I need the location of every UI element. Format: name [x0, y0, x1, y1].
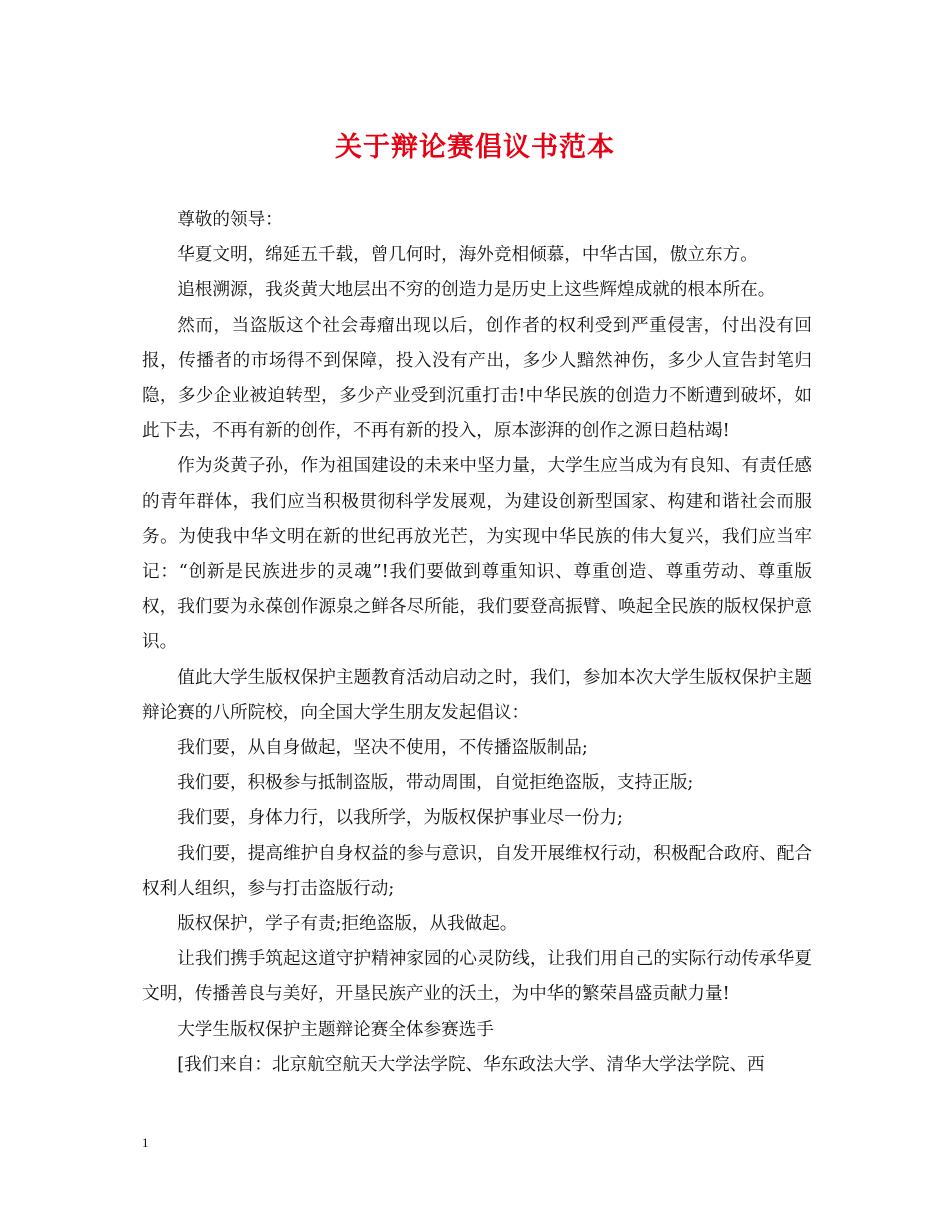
- document-title: 关于辩论赛倡议书范本: [335, 132, 615, 163]
- paragraph: 我们要，提高维护自身权益的参与意识，自发开展维权行动，积极配合政府、配合权利人组织，参与打击盗版行动;: [142, 843, 812, 899]
- paragraph: 然而，当盗版这个社会毒瘤出现以后，创作者的权利受到严重侵害，付出没有回报，传播者的市场得不到保障，投入没有产出，多少人黯然神伤，多少人宣告封笔归隐，多少企业被迫转型，多少产业受到沉重打击!中华民族的创造力不断遭到破坏，如此下去，不再有新的创作，不再有新的投入，原本澎湃的创作之源日趋枯竭!: [142, 315, 812, 442]
- document-body: [142, 203, 812, 1083]
- paragraph: 华夏文明，绵延五千载，曾几何时，海外竞相倾慕，中华古国，傲立东方。: [177, 245, 758, 266]
- paragraph-salutation: 尊敬的领导：: [177, 210, 283, 230]
- paragraph: [我们来自：北京航空航天大学法学院、华东政法大学、清华大学法学院、西: [177, 1054, 765, 1075]
- paragraph: 让我们携手筑起这道守护精神家园的心灵防线，让我们用自己的实际行动传承华夏文明，传播善良与美好，开垦民族产业的沃土，为中华的繁荣昌盛贡献力量!: [142, 949, 812, 1005]
- page-number: 1: [142, 1135, 149, 1150]
- paragraph-signature: 大学生版权保护主题辩论赛全体参赛选手: [177, 1019, 494, 1040]
- paragraph: 我们要，积极参与抵制盗版，带动周围，自觉拒绝盗版，支持正版;: [177, 773, 694, 794]
- paragraph: 我们要，身体力行，以我所学，为版权保护事业尽一份力;: [177, 808, 623, 829]
- paragraph: 版权保护，学子有责;拒绝盗版，从我做起。: [177, 914, 518, 935]
- paragraph: 作为炎黄子孙，作为祖国建设的未来中坚力量，大学生应当成为有良知、有责任感的青年群体，我们应当积极贯彻科学发展观，为建设创新型国家、构建和谐社会而服务。为使我中华文明在新的世纪再放光芒，为实现中华民族的伟大复兴，我们应当牢记：“创新是民族进步的灵魂”!我们要做到尊重知识、尊重创造、尊重劳动、尊重版权，我们要为永葆创作源泉之鲜各尽所能，我们要登高振臂、唤起全民族的版权保护意识。: [142, 456, 812, 653]
- paragraph: 追根溯源，我炎黄大地层出不穷的创造力是历史上这些辉煌成就的根本所在。: [177, 280, 776, 301]
- paragraph: 值此大学生版权保护主题教育活动启动之时，我们，参加本次大学生版权保护主题辩论赛的八所院校，向全国大学生朋友发起倡议：: [142, 667, 812, 723]
- paragraph: 我们要，从自身做起，坚决不使用，不传播盗版制品;: [177, 738, 588, 759]
